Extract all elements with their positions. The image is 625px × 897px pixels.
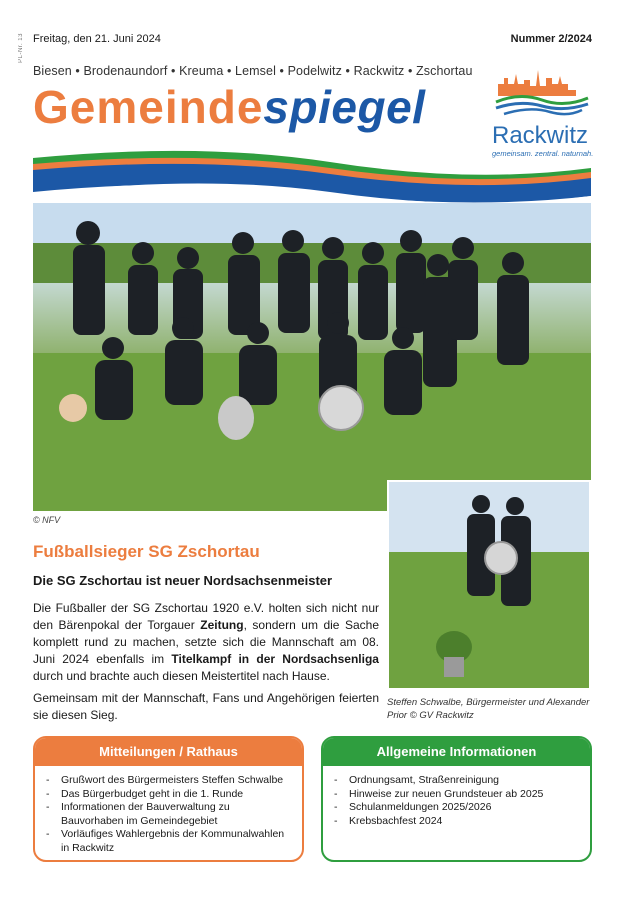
mayor-photo xyxy=(387,480,591,690)
article-paragraph-2: Gemeinsam mit der Mannschaft, Fans und Angehörigen feierten sie diesen Sieg. xyxy=(33,691,379,722)
title-part-spiegel: spiegel xyxy=(263,81,426,133)
print-tag: PL-Nr. 13 xyxy=(18,33,24,63)
paragraph-text: , sondern um die Sache komplett rund zu machen, setzte sich die Mannschaft am 08. Juni 2024 ebenfalls im xyxy=(33,618,379,666)
list-item: - Das Bürgerbudget geht in die 1. Runde xyxy=(61,788,294,802)
issue-number: Nummer 2/2024 xyxy=(510,33,592,45)
list-item: - Hinweise zur neuen Grundsteuer ab 2025 xyxy=(349,788,582,802)
photo-credit: © NFV xyxy=(33,515,61,525)
list-item: - Vorläufiges Wahlergebnis der Kommunalwahlen in Rackwitz xyxy=(61,828,294,855)
newsletter-title xyxy=(33,81,426,133)
list-item: - Schulanmeldungen 2025/2026 xyxy=(349,801,582,815)
box-allgemeine-title: Allgemeine Informationen xyxy=(323,738,590,766)
list-item: - Ordnungsamt, Straßenreinigung xyxy=(349,774,582,788)
box-allgemeine-informationen xyxy=(321,736,592,862)
paragraph-bold: Titelkampf in der Nordsachsenliga xyxy=(171,652,379,666)
logo-wordmark: Rackwitz xyxy=(492,122,589,149)
article-subheadline: Die SG Zschortau ist neuer Nordsachsenmeister xyxy=(33,573,333,588)
article-headline: Fußballsieger SG Zschortau xyxy=(33,542,260,561)
village-list: Biesen • Brodenaundorf • Kreuma • Lemsel • Podelwitz • Rackwitz • Zschortau xyxy=(33,64,473,78)
mayor-photo-illustration xyxy=(389,482,589,688)
box-mitteilungen-list xyxy=(35,774,302,855)
list-item: - Informationen der Bauverwaltung zu Bauvorhaben im Gemeindegebiet xyxy=(61,801,294,828)
team-photo-illustration xyxy=(33,203,591,511)
paragraph-bold: Zeitung xyxy=(200,618,244,632)
logo-slogan: gemeinsam. zentral. naturnah. xyxy=(492,149,594,158)
paragraph-text: Die Fußballer der SG Zschortau 1920 e.V. holten sich nicht nur den Bärenpokal der Torgauer xyxy=(33,601,379,632)
box-mitteilungen-title: Mitteilungen / Rathaus xyxy=(35,738,302,766)
title-part-gemeinde: Gemeinde xyxy=(33,81,264,133)
list-item: - Grußwort des Bürgermeisters Steffen Schwalbe xyxy=(61,774,294,788)
issue-date: Freitag, den 21. Juni 2024 xyxy=(33,33,161,45)
box-allgemeine-list xyxy=(323,774,590,828)
team-photo xyxy=(33,203,591,511)
box-mitteilungen xyxy=(33,736,304,862)
list-item: - Krebsbachfest 2024 xyxy=(349,815,582,829)
paragraph-text: durch und brachte auch diesen Meistertitel nach Hause. xyxy=(33,669,330,683)
mayor-photo-caption: Steffen Schwalbe, Bürgermeister und Alexander Prior © GV Rackwitz xyxy=(387,697,590,721)
article-paragraph-1 xyxy=(33,600,379,685)
